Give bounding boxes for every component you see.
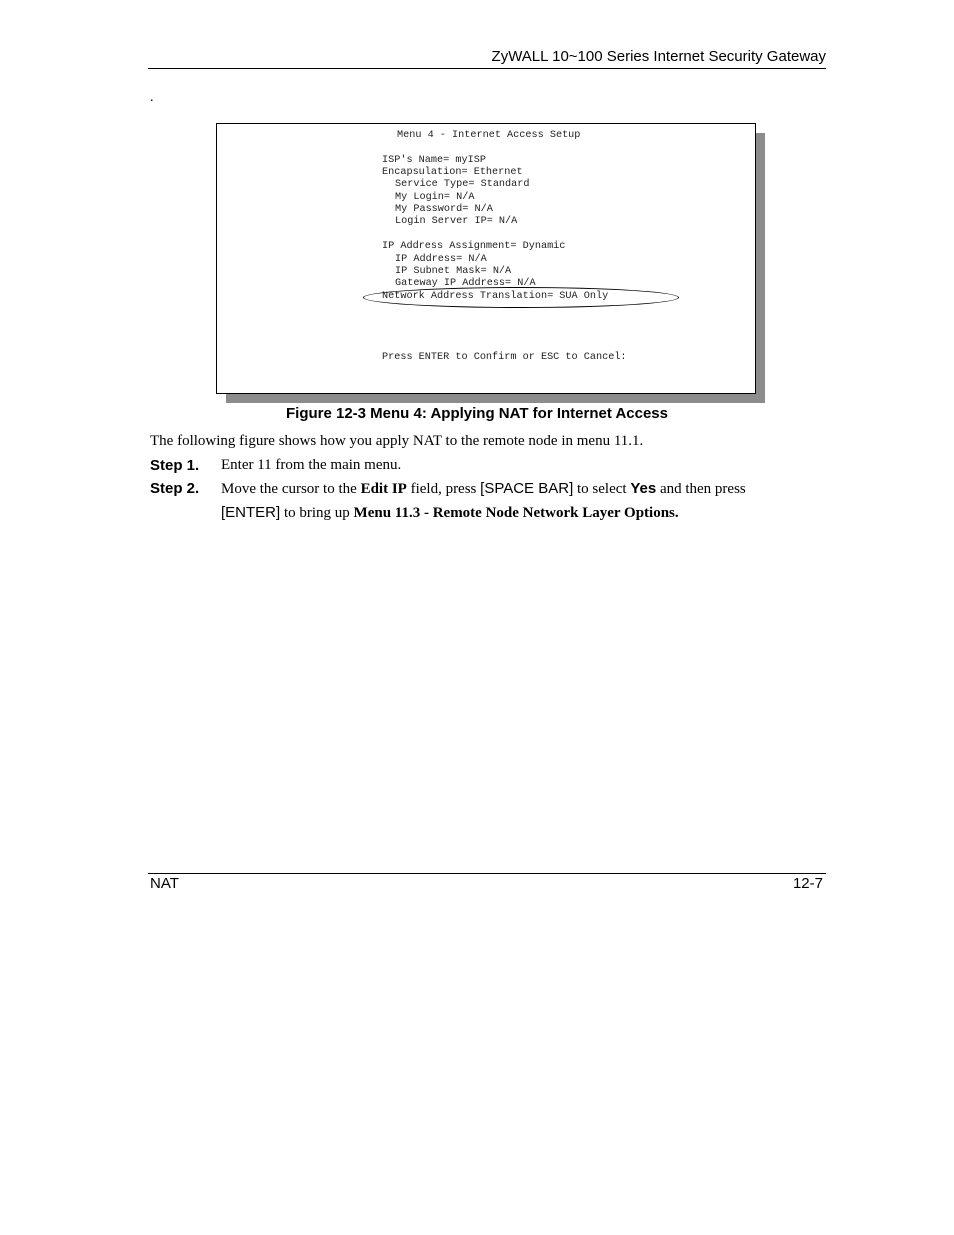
terminal-line: ISP's Name= myISP [382, 155, 486, 166]
terminal-line: Gateway IP Address= N/A [395, 278, 536, 289]
intro-paragraph: The following figure shows how you apply NAT to the remote node in menu 11.1. [150, 433, 644, 449]
terminal-line: Login Server IP= N/A [395, 216, 518, 227]
terminal-line: My Login= N/A [395, 192, 475, 203]
terminal-prompt: Press ENTER to Confirm or ESC to Cancel: [382, 352, 627, 363]
terminal-line: IP Address Assignment= Dynamic [382, 241, 566, 252]
terminal-line: My Password= N/A [395, 204, 493, 215]
highlight-ellipse [363, 287, 679, 308]
running-header: ZyWALL 10~100 Series Internet Security Gateway [491, 48, 826, 65]
footer-rule [148, 873, 826, 874]
step-2-label: Step 2. [150, 480, 200, 497]
step-2-text: Move the cursor to the Edit IP field, press [SPACE BAR] to select Yes and then press [ENTER] to bring up Menu 11.3 - Remote Node Network Layer Options. [221, 480, 746, 521]
terminal-line: Service Type= Standard [395, 179, 530, 190]
terminal-line: IP Subnet Mask= N/A [395, 266, 512, 277]
terminal-line: IP Address= N/A [395, 254, 487, 265]
terminal-line: Encapsulation= Ethernet [382, 167, 523, 178]
terminal-menu-title: Menu 4 - Internet Access Setup [397, 130, 581, 141]
figure-caption: Figure 12-3 Menu 4: Applying NAT for Internet Access [285, 405, 668, 422]
terminal-screen [216, 123, 756, 394]
step-1-label: Step 1. [150, 457, 200, 474]
header-rule [148, 68, 826, 69]
stray-mark: . [150, 90, 154, 105]
nat-setting-line: Network Address Translation= SUA Only [382, 291, 609, 302]
footer-section: NAT [150, 875, 179, 892]
step-1-text: Enter 11 from the main menu. [221, 457, 402, 473]
page-number: 12-7 [792, 875, 823, 892]
